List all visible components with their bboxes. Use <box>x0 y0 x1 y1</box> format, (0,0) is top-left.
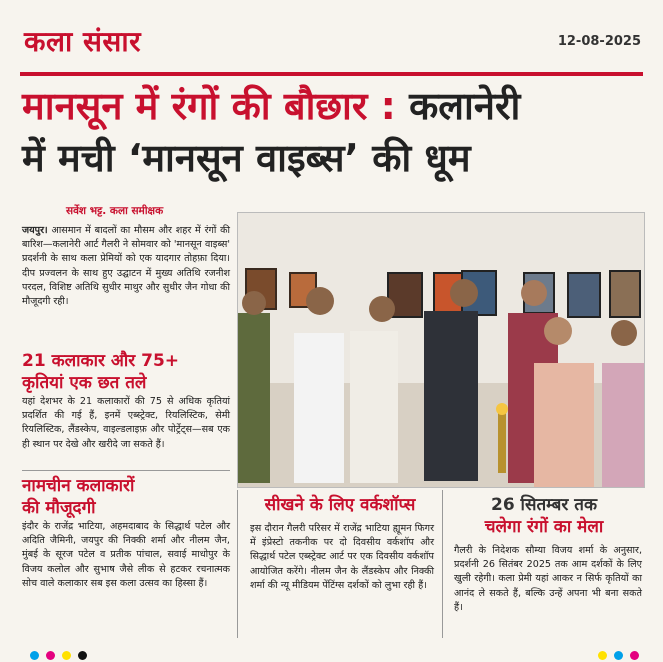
event-photo <box>237 212 645 488</box>
section3-heading: सीखने के लिए वर्कशॉप्स <box>264 495 416 515</box>
intro-text: आसमान में बादलों का मौसम और शहर में रंगों की बारिश—कलानेरी आर्ट गैलरी ने सोमवार को 'मानसून वाइब्स' प्रदर्शनी के साथ कला प्रेमियों को एक यादगार तोहफ़ा दिया। दीप प्रज्वलन के साथ हुए उद्घाटन में मुख्य अतिथि रजनीश परदल, विशिष्ट अतिथि सुधीर माथुर और सुधीर जैन गोधा की मौजूदगी रही। <box>22 225 230 308</box>
section4-text: गैलरी के निदेशक सौम्या विजय शर्मा के अनुसार, प्रदर्शनी 26 सितंबर 2025 तक आम दर्शकों के लिए खुली रहेगी। कला प्रेमी यहां आकर न सिर्फ कृतियों का आनंद ले सकते हैं, बल्कि उन्हें अपना भी बना सकते हैं। <box>454 545 642 613</box>
section2-text: इंदौर के राजेंद्र भाटिया, अहमदाबाद के सिद्धार्थ पटेल और अदिति जैमिनी, जयपुर की निक्की शर्मा और नीलम जैन, मुंबई के सूरज पटेल व प्रतीक पांचाल, सवाई माधोपुर के विजय कलोल और सुभाष जैसे लीक से हटकर रचनात्मक सोच वाले कलाकार सब इस कला उत्सव का हिस्सा हैं। <box>22 521 230 589</box>
section4-heading-line2: चलेगा रंगों का मेला <box>484 517 604 537</box>
column-divider <box>442 490 443 638</box>
column-divider <box>237 490 238 638</box>
section-title: कला संसार <box>24 25 142 58</box>
issue-date: 12-08-2025 <box>557 34 641 49</box>
section3-text: इस दौरान गैलरी परिसर में राजेंद्र भाटिया ह्यूमन फिगर में इंप्रेस्टो तकनीक पर दो दिवसीय वर्कशॉप और सिद्धार्थ पटेल एब्स्ट्रेक्ट आर्ट पर एक दिवसीय वर्कशॉप आयोजित करेंगे। नीलम जैन के लैंडस्केप और निक्की शर्मा की न्यू मीडियम पेंटिंग्स दर्शकों को लुभा रही हैं। <box>250 523 434 591</box>
section1-heading <box>22 350 230 394</box>
section1-text: यहां देशभर के 21 कलाकारों की 75 से अधिक कृतियां प्रदर्शित की गई हैं, इनमें एब्स्ट्रेक्ट, रियलिस्टिक, सेमी रियलिस्टिक, लैंडस्केप, वाइल्डलाइफ़ और पोर्ट्रेट्स—सब एक ही स्थान पर देखे और खरीदे जा सकते हैं। <box>22 396 230 450</box>
byline: सर्वेश भट्ट. कला समीक्षक <box>66 205 164 217</box>
intro-paragraph <box>22 224 230 309</box>
registration-dot <box>630 651 639 660</box>
headline-line-2: में मची ‘मानसून वाइब्स’ की धूम <box>22 136 471 180</box>
event-photo-illustration <box>238 213 644 487</box>
registration-dot <box>78 651 87 660</box>
section4-heading <box>446 494 642 538</box>
registration-dot <box>614 651 623 660</box>
registration-dot <box>46 651 55 660</box>
section1-heading-line1: 21 कलाकार और 75+ <box>22 351 180 371</box>
section2-heading-line2: की मौजूदगी <box>22 498 96 518</box>
headline-line-1 <box>22 80 644 132</box>
section1-heading-line2: कृतियां एक छत तले <box>22 373 147 393</box>
headline-black-part: कलानेरी <box>409 84 521 128</box>
section4-heading-line1: 26 सितम्बर तक <box>490 495 597 515</box>
headline <box>22 80 644 184</box>
registration-dot <box>62 651 71 660</box>
header-rule <box>20 72 643 76</box>
registration-dot <box>598 651 607 660</box>
column-divider <box>22 470 230 471</box>
dateline-place: जयपुर। <box>22 225 48 236</box>
section2-heading-line1: नामचीन कलाकारों <box>22 476 135 496</box>
headline-red-part: मानसून में रंगों की बौछार : <box>22 84 410 128</box>
section2-heading <box>22 475 230 519</box>
registration-dot <box>30 651 39 660</box>
